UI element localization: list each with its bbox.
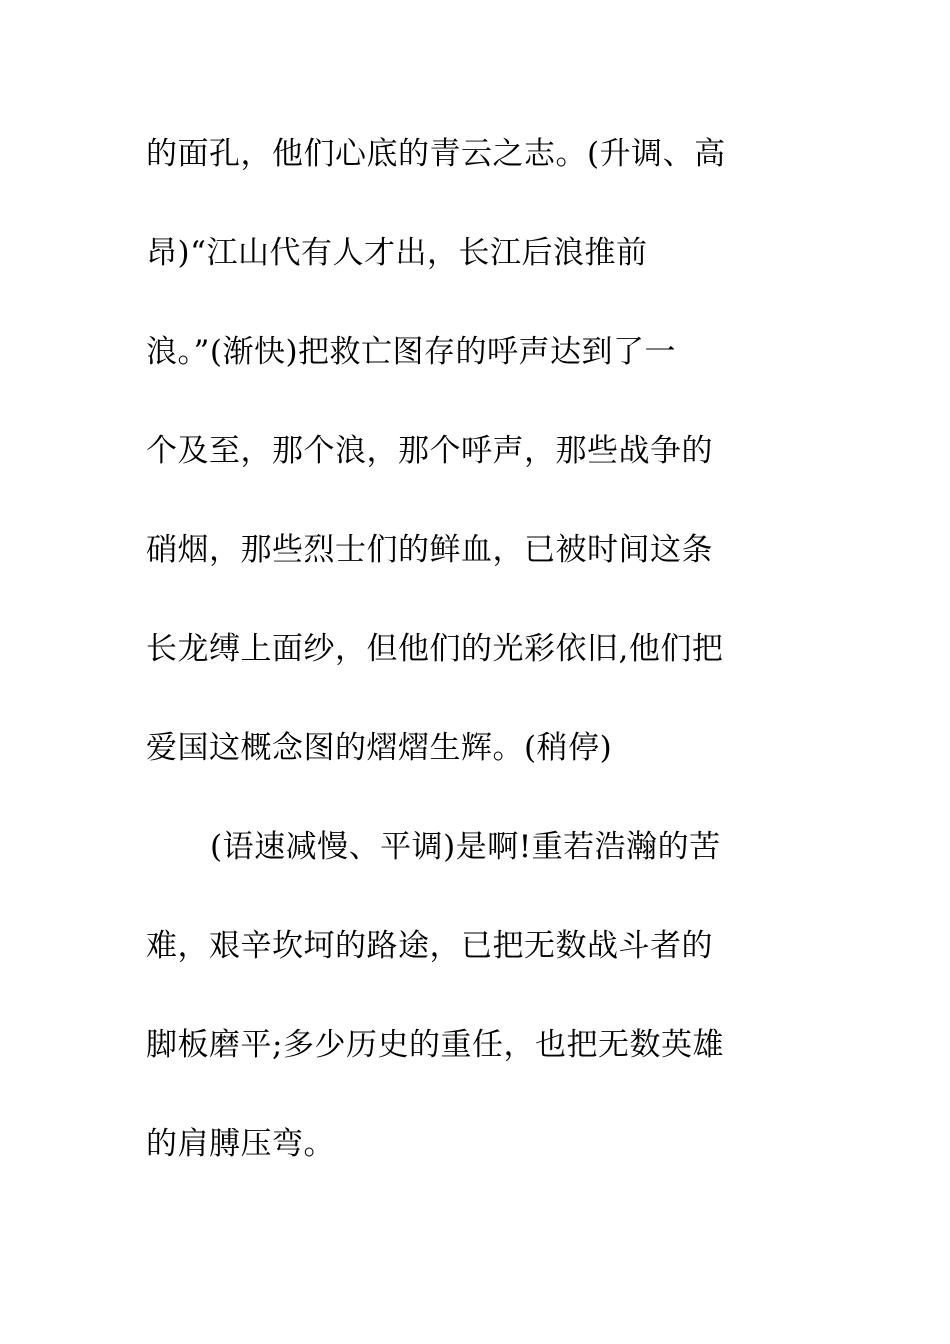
body-text [146,124,806,1213]
text-line: 昂)“江山代有人才出，长江后浪推前 [146,235,648,271]
text-line: 的肩膊压弯。 [146,1126,335,1162]
text-line: 个及至，那个浪，那个呼声，那些战争的 [146,433,713,469]
text-line: 浪。”(渐快)把救亡图存的呼声达到了一 [146,334,677,370]
paragraph-start-line: (语速减慢、平调)是啊!重若浩瀚的苦 [210,829,721,865]
text-line: 的面孔，他们心底的青云之志。(升调、高 [146,136,726,172]
text-line: 脚板磨平;多少历史的重任，也把无数英雄 [146,1027,724,1063]
text-line: 难，艰辛坎坷的路途，已把无数战斗者的 [146,928,713,964]
text-line: 长龙缚上面纱，但他们的光彩依旧,他们把 [146,631,724,667]
text-line: 硝烟，那些烈士们的鲜血，已被时间这条 [146,532,713,568]
text-line: 爱国这概念图的熠熠生辉。(稍停) [146,730,613,766]
